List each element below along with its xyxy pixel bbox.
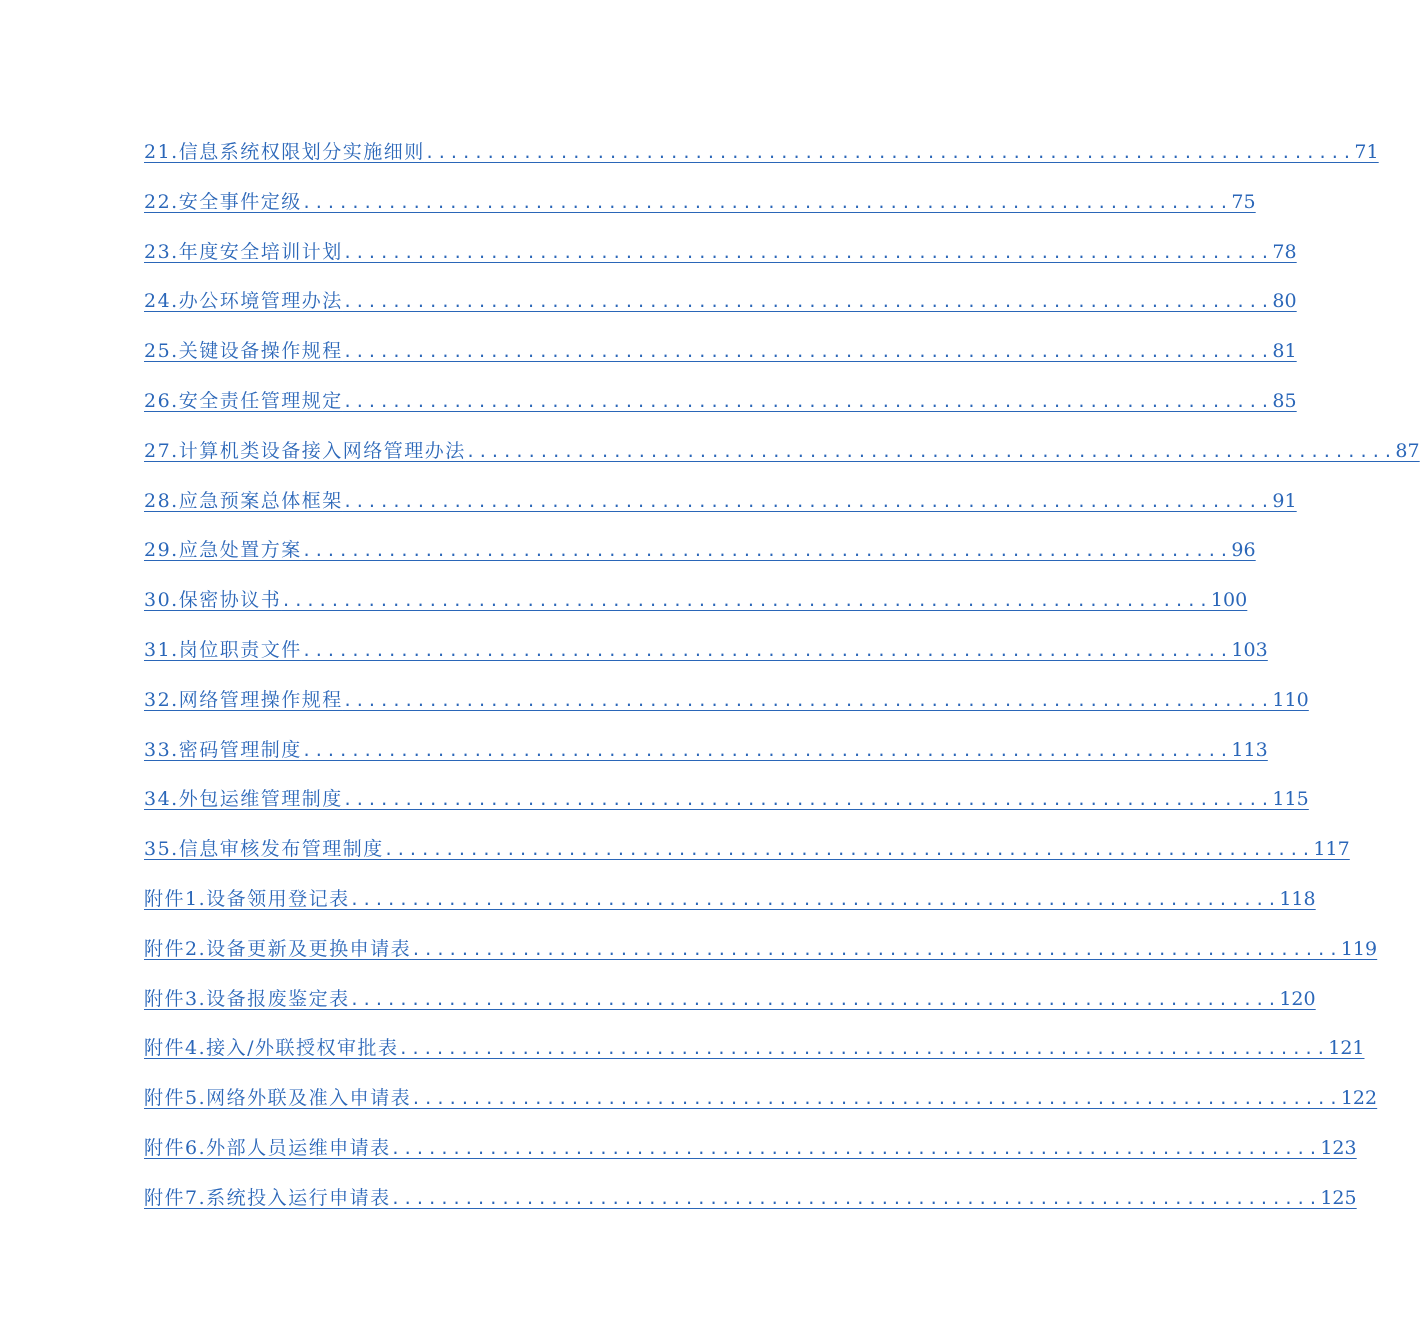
toc-entry[interactable]: [144, 234, 1297, 284]
toc-entry[interactable]: [144, 781, 1309, 831]
toc-entry[interactable]: [144, 1130, 1357, 1180]
toc-entry-title[interactable]: 30.保密协议书: [144, 589, 282, 612]
toc-entry[interactable]: [144, 931, 1378, 981]
toc-entry-page[interactable]: 110: [1272, 688, 1309, 711]
toc-entry-page[interactable]: 115: [1272, 788, 1309, 811]
toc-leader-dots: ............................................................................: [301, 740, 1232, 760]
toc-entry-title[interactable]: 23.年度安全培训计划: [144, 240, 343, 263]
toc-entry[interactable]: [144, 433, 1420, 483]
toc-entry-title[interactable]: 21.信息系统权限划分实施细则: [144, 141, 425, 163]
toc-entry-page[interactable]: 81: [1272, 340, 1297, 363]
toc-entry-title[interactable]: 26.安全责任管理规定: [144, 389, 343, 412]
toc-entry-title[interactable]: 附件2.设备更新及更换申请表: [144, 937, 412, 960]
toc-entry-title[interactable]: 32.网络管理操作规程: [144, 688, 343, 711]
toc-entry-title[interactable]: 附件5.网络外联及准入申请表: [144, 1087, 412, 1110]
toc-entry[interactable]: [144, 532, 1256, 582]
toc-entry-title[interactable]: 24.办公环境管理办法: [144, 290, 343, 313]
toc-leader-dots: ............................................................................: [465, 441, 1396, 461]
toc-entry-title[interactable]: 附件7.系统投入运行申请表: [144, 1186, 391, 1209]
table-of-contents: [144, 134, 1420, 1230]
toc-entry-page[interactable]: 78: [1272, 240, 1297, 263]
toc-leader-dots: ............................................................................: [301, 541, 1232, 561]
toc-entry-title[interactable]: 22.安全事件定级: [144, 190, 302, 213]
toc-leader-dots: ............................................................................: [424, 143, 1355, 162]
toc-leader-dots: ............................................................................: [383, 840, 1314, 860]
toc-entry-title[interactable]: 附件4.接入/外联授权审批表: [144, 1037, 399, 1060]
toc-entry[interactable]: [144, 333, 1297, 383]
toc-leader-dots: ............................................................................: [281, 591, 1211, 611]
toc-entry-title[interactable]: 35.信息审核发布管理制度: [144, 838, 384, 861]
toc-leader-dots: ............................................................................: [398, 1039, 1329, 1059]
toc-entry-title[interactable]: 27.计算机类设备接入网络管理办法: [144, 439, 466, 462]
toc-entry-page[interactable]: 91: [1272, 489, 1297, 512]
toc-entry-title[interactable]: 31.岗位职责文件: [144, 638, 302, 661]
toc-entry[interactable]: [144, 483, 1297, 533]
toc-leader-dots: ............................................................................: [342, 690, 1273, 710]
toc-entry-title[interactable]: 附件6.外部人员运维申请表: [144, 1136, 391, 1159]
toc-entry-page[interactable]: 113: [1231, 738, 1268, 761]
toc-entry[interactable]: [144, 582, 1248, 632]
toc-leader-dots: ............................................................................: [349, 989, 1280, 1009]
toc-entry-page[interactable]: 118: [1279, 887, 1316, 910]
toc-leader-dots: ............................................................................: [342, 391, 1273, 411]
toc-leader-dots: ............................................................................: [411, 1089, 1341, 1109]
toc-entry-page[interactable]: 103: [1231, 638, 1268, 661]
toc-entry[interactable]: [144, 831, 1350, 881]
toc-entry[interactable]: [144, 1080, 1378, 1130]
toc-entry-page[interactable]: 100: [1210, 589, 1248, 612]
toc-entry[interactable]: [144, 283, 1297, 333]
toc-entry-page[interactable]: 121: [1328, 1037, 1365, 1060]
toc-entry[interactable]: [144, 732, 1268, 782]
toc-entry-page[interactable]: 123: [1320, 1136, 1357, 1159]
toc-leader-dots: ............................................................................: [342, 491, 1273, 511]
toc-entry-title[interactable]: 33.密码管理制度: [144, 738, 302, 761]
toc-entry-page[interactable]: 122: [1340, 1087, 1378, 1110]
toc-leader-dots: ............................................................................: [342, 242, 1273, 262]
toc-entry-page[interactable]: 117: [1313, 838, 1350, 861]
toc-leader-dots: ............................................................................: [342, 292, 1273, 312]
toc-entry-page[interactable]: 120: [1279, 987, 1316, 1010]
toc-entry-page[interactable]: 125: [1320, 1186, 1357, 1209]
toc-entry-title[interactable]: 28.应急预案总体框架: [144, 489, 343, 512]
toc-entry-title[interactable]: 附件3.设备报废鉴定表: [144, 987, 350, 1010]
toc-leader-dots: ............................................................................: [342, 342, 1273, 362]
toc-entry[interactable]: [144, 682, 1309, 732]
toc-leader-dots: ............................................................................: [411, 939, 1341, 959]
toc-leader-dots: ............................................................................: [390, 1188, 1321, 1208]
toc-entry-page[interactable]: 119: [1340, 937, 1378, 960]
toc-entry[interactable]: [144, 1180, 1357, 1230]
toc-entry-page[interactable]: 80: [1272, 290, 1297, 313]
toc-entry-page[interactable]: 75: [1231, 190, 1256, 213]
toc-entry[interactable]: [144, 1030, 1365, 1080]
toc-entry[interactable]: [144, 981, 1316, 1031]
toc-entry-title[interactable]: 34.外包运维管理制度: [144, 788, 343, 811]
toc-entry[interactable]: [144, 383, 1297, 433]
toc-entry-title[interactable]: 附件1.设备领用登记表: [144, 887, 350, 910]
toc-entry-title[interactable]: 29.应急处置方案: [144, 539, 302, 562]
toc-leader-dots: ............................................................................: [301, 640, 1232, 660]
toc-entry[interactable]: [144, 134, 1379, 184]
toc-entry-page[interactable]: 87: [1395, 439, 1420, 462]
toc-entry[interactable]: [144, 184, 1256, 234]
toc-entry-title[interactable]: 25.关键设备操作规程: [144, 340, 343, 363]
toc-leader-dots: ............................................................................: [301, 192, 1232, 212]
toc-entry-page[interactable]: 96: [1231, 539, 1256, 562]
toc-entry-page[interactable]: 85: [1272, 389, 1297, 412]
toc-entry[interactable]: [144, 881, 1316, 931]
toc-entry-page[interactable]: 71: [1354, 141, 1379, 163]
toc-leader-dots: ............................................................................: [342, 790, 1273, 810]
toc-leader-dots: ............................................................................: [390, 1138, 1321, 1158]
toc-leader-dots: ............................................................................: [349, 889, 1280, 909]
toc-entry[interactable]: [144, 632, 1268, 682]
